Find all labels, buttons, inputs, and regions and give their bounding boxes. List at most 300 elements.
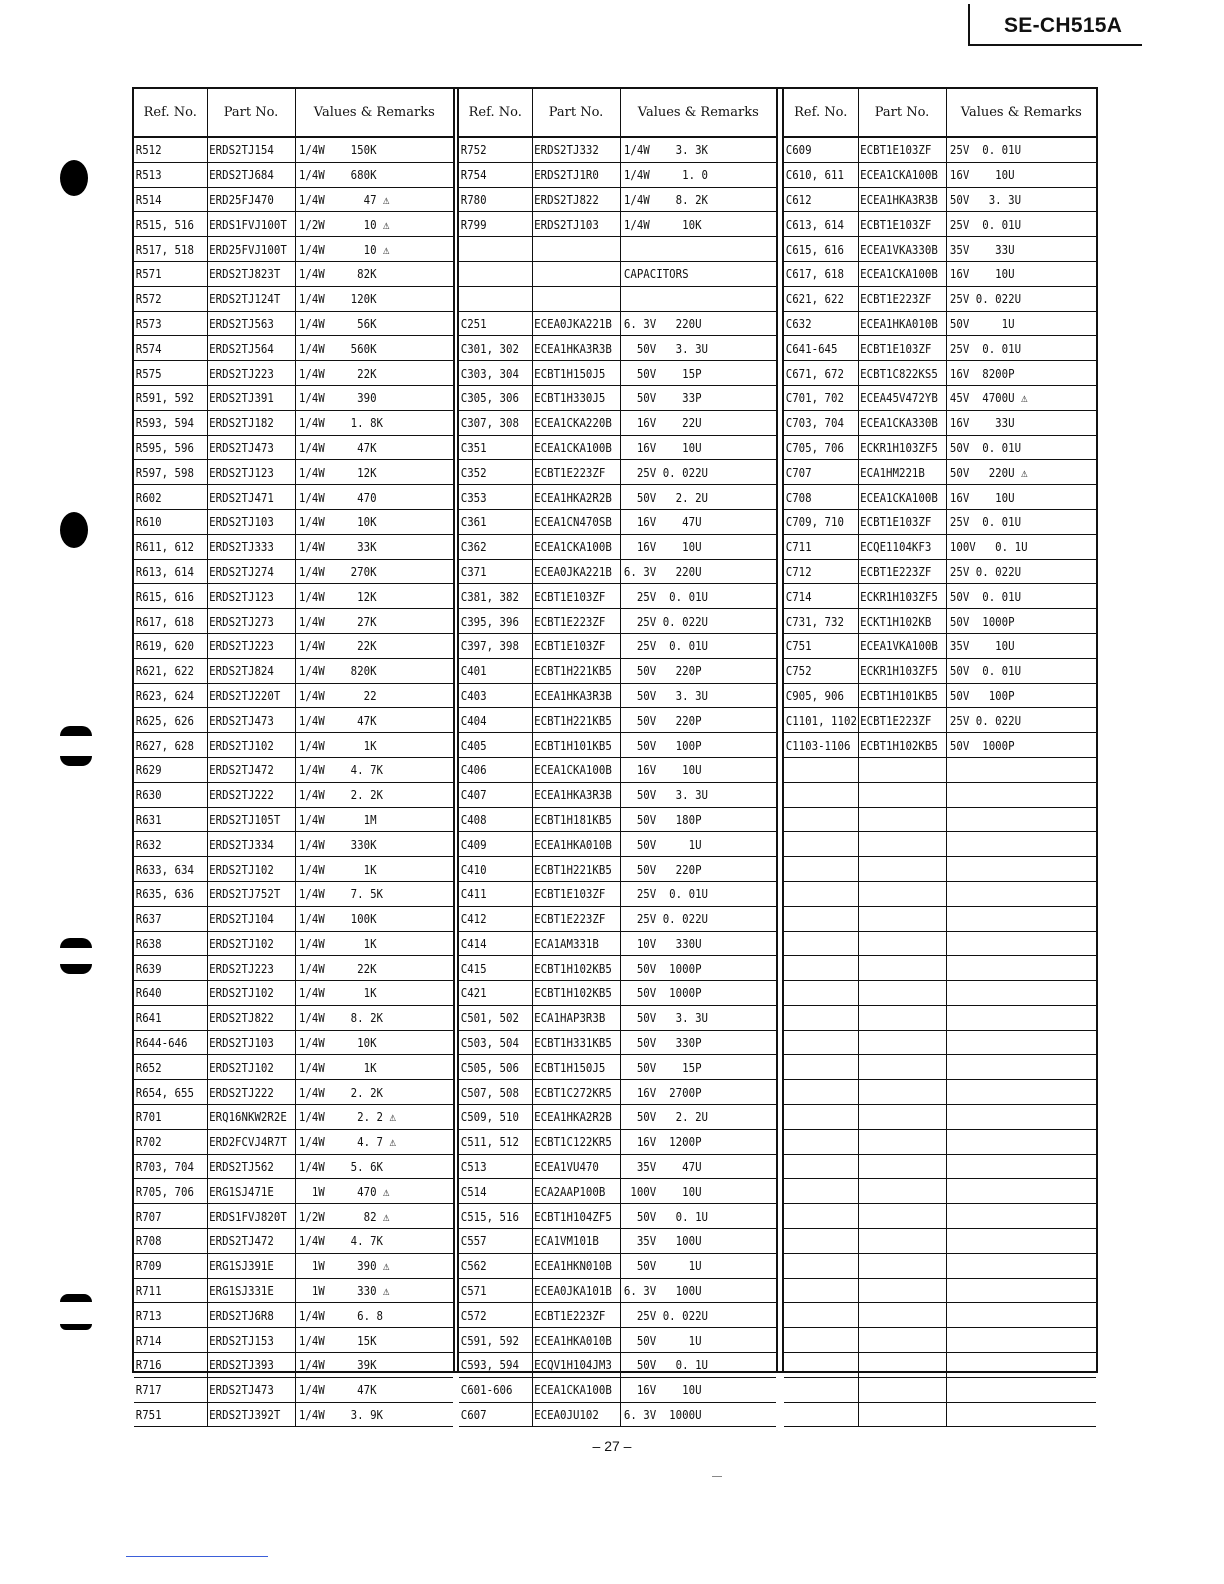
ref-no-cell [784, 1055, 848, 1080]
table-row [459, 584, 776, 609]
values-cell: 6. 3V 1000U [620, 1402, 754, 1427]
ref-no-cell: R780 [459, 187, 522, 212]
values-cell [946, 1402, 1075, 1427]
part-no-cell [858, 757, 934, 782]
part-no-cell: ERDS2TJ102 [207, 931, 283, 956]
values-cell [946, 981, 1075, 1006]
part-no-cell [858, 782, 934, 807]
ref-no-cell: R654, 655 [134, 1080, 197, 1105]
part-no-cell: ECBT1C122KR5 [532, 1129, 608, 1154]
ref-no-cell: R513 [134, 162, 197, 187]
part-no-cell: ECBT1H150J5 [532, 361, 608, 386]
part-no-cell: ECBT1H181KB5 [532, 807, 608, 832]
ref-no-cell: C352 [459, 460, 522, 485]
values-cell: 1/4W 3. 3K [620, 137, 754, 162]
part-no-cell: ERDS2TJ223 [207, 633, 283, 658]
ref-no-cell: R641 [134, 1005, 197, 1030]
ref-no-cell: C513 [459, 1154, 522, 1179]
part-no-cell: ECEA1HKA010B [858, 311, 934, 336]
table-row [459, 1105, 776, 1130]
values-cell: 1/4W 8. 2K [295, 1005, 431, 1030]
values-cell: 1/4W 270K [295, 559, 431, 584]
table-row [134, 1129, 453, 1154]
part-no-cell: ERDS1FVJ820T [207, 1204, 283, 1229]
part-no-cell: ERDS2TJ102 [207, 733, 283, 758]
table-row [784, 1328, 1096, 1353]
part-no-cell: ERDS2TJ822 [532, 187, 608, 212]
part-no-cell: ECEA0JU102 [532, 1402, 608, 1427]
part-no-cell: ERDS2TJ273 [207, 609, 283, 634]
ref-no-cell: C703, 704 [784, 410, 848, 435]
part-no-cell: ERDS2TJ472 [207, 757, 283, 782]
table-row [134, 1030, 453, 1055]
part-no-cell: ECBT1E103ZF [858, 137, 934, 162]
ref-no-cell: R633, 634 [134, 857, 197, 882]
table-row [784, 336, 1096, 361]
part-no-cell: ECBT1E223ZF [532, 1303, 608, 1328]
part-no-cell: ECEA1CKA100B [532, 435, 608, 460]
table-row [134, 683, 453, 708]
part-no-cell: ERDS2TJ123 [207, 584, 283, 609]
table-row [784, 956, 1096, 981]
table-row [784, 361, 1096, 386]
header-part-no: Part No. [207, 89, 295, 137]
values-cell [946, 1303, 1075, 1328]
table-row [134, 1303, 453, 1328]
table-row [459, 1377, 776, 1402]
ref-no-cell: C515, 516 [459, 1204, 522, 1229]
ref-no-cell [784, 906, 848, 931]
part-no-cell: ECEA0JKA101B [532, 1278, 608, 1303]
ref-no-cell: C395, 396 [459, 609, 522, 634]
table-row [459, 559, 776, 584]
parts-column-3 [782, 89, 1096, 1371]
values-cell: 1/4W 390 [295, 385, 431, 410]
values-cell: 1/4W 1M [295, 807, 431, 832]
table-row [134, 1080, 453, 1105]
values-cell [946, 881, 1075, 906]
values-cell [620, 286, 754, 311]
ref-no-cell: R709 [134, 1253, 197, 1278]
part-no-cell: ECEA1CKA220B [532, 410, 608, 435]
part-no-cell: ECEA1CKA100B [858, 485, 934, 510]
table-row [134, 708, 453, 733]
table-row [784, 1377, 1096, 1402]
part-no-cell [858, 1229, 934, 1254]
values-cell: 1/4W 56K [295, 311, 431, 336]
values-cell: 100V 10U [620, 1179, 754, 1204]
values-cell: 50V 0. 01U [946, 658, 1075, 683]
ref-no-cell: C404 [459, 708, 522, 733]
part-no-cell: ECBT1E223ZF [858, 286, 934, 311]
ref-no-cell: R593, 594 [134, 410, 197, 435]
header-values-remarks: Values & Remarks [946, 89, 1096, 137]
table-row [459, 1204, 776, 1229]
values-cell [946, 931, 1075, 956]
ref-no-cell: C509, 510 [459, 1105, 522, 1130]
table-row [784, 1105, 1096, 1130]
ref-no-cell: C410 [459, 857, 522, 882]
table-row [134, 460, 453, 485]
table-row [459, 981, 776, 1006]
table-row [784, 261, 1096, 286]
values-cell: 25V 0. 022U [946, 286, 1075, 311]
part-no-cell: ECBT1H102KB5 [858, 733, 934, 758]
part-no-cell: ERG1SJ391E [207, 1253, 283, 1278]
ref-no-cell: R635, 636 [134, 881, 197, 906]
part-no-cell: ECBT1E103ZF [532, 584, 608, 609]
values-cell: 1/4W 1. 0 [620, 162, 754, 187]
values-cell [946, 782, 1075, 807]
table-row [459, 1129, 776, 1154]
ref-no-cell: C405 [459, 733, 522, 758]
values-cell: 50V 1000P [946, 733, 1075, 758]
part-no-cell: ERDS2TJ123 [207, 460, 283, 485]
values-cell: 50V 1U [620, 1253, 754, 1278]
part-no-cell: ECBT1H102KB5 [532, 956, 608, 981]
part-no-cell: ECEA1HKA3R3B [532, 336, 608, 361]
part-no-cell: ERDS2TJ391 [207, 385, 283, 410]
ref-no-cell [784, 1154, 848, 1179]
ref-no-cell: R515, 516 [134, 212, 197, 237]
ref-no-cell: R619, 620 [134, 633, 197, 658]
values-cell: 25V 0. 01U [946, 509, 1075, 534]
ref-no-cell [784, 1179, 848, 1204]
ref-no-cell [784, 1278, 848, 1303]
table-row [459, 633, 776, 658]
ref-no-cell [784, 1303, 848, 1328]
table-row [134, 1328, 453, 1353]
part-no-cell: ECA2AAP100B [532, 1179, 608, 1204]
header-ref-no: Ref. No. [784, 89, 858, 137]
model-title: SE-CH515A [1004, 14, 1123, 37]
values-cell: 1/2W 10 ⚠ [295, 212, 431, 237]
table-row [784, 658, 1096, 683]
header-part-no: Part No. [858, 89, 946, 137]
values-cell: 50V 2. 2U [620, 1105, 754, 1130]
table-row [784, 757, 1096, 782]
values-cell: 1W 390 ⚠ [295, 1253, 431, 1278]
table-row [459, 881, 776, 906]
table-row [784, 906, 1096, 931]
ref-no-cell: C621, 622 [784, 286, 848, 311]
ref-no-cell: C709, 710 [784, 509, 848, 534]
part-no-cell: ECEA1HKN010B [532, 1253, 608, 1278]
ref-no-cell: C361 [459, 509, 522, 534]
part-no-cell: ECKT1H102KB [858, 609, 934, 634]
values-cell [946, 906, 1075, 931]
table-row [134, 881, 453, 906]
values-cell [946, 1105, 1075, 1130]
table-row [459, 658, 776, 683]
part-no-cell [532, 261, 608, 286]
punch-hole [60, 726, 92, 736]
part-no-cell: ECBT1H101KB5 [858, 683, 934, 708]
table-row [784, 460, 1096, 485]
values-cell: 100V 0. 1U [946, 534, 1075, 559]
part-no-cell: ERDS2TJ222 [207, 782, 283, 807]
ref-no-cell: R713 [134, 1303, 197, 1328]
part-no-cell: ECA1VM101B [532, 1229, 608, 1254]
values-cell: 25V 0. 01U [620, 584, 754, 609]
ref-no-cell: R751 [134, 1402, 197, 1427]
ref-no-cell: C632 [784, 311, 848, 336]
table-row [134, 609, 453, 634]
values-cell: 1/4W 2. 2K [295, 782, 431, 807]
values-cell: 1/4W 27K [295, 609, 431, 634]
ref-no-cell: R625, 626 [134, 708, 197, 733]
ref-no-cell [784, 857, 848, 882]
ref-no-cell [784, 1377, 848, 1402]
values-cell: 1/4W 120K [295, 286, 431, 311]
values-cell [946, 1080, 1075, 1105]
part-no-cell: ECBT1E103ZF [532, 633, 608, 658]
ref-no-cell: C505, 506 [459, 1055, 522, 1080]
part-no-cell: ERDS2TJ562 [207, 1154, 283, 1179]
table-row [459, 162, 776, 187]
ref-no-cell: R714 [134, 1328, 197, 1353]
ref-no-cell: C609 [784, 137, 848, 162]
table-row [784, 1129, 1096, 1154]
header-ref-no: Ref. No. [134, 89, 207, 137]
part-no-cell [858, 931, 934, 956]
table-row [459, 807, 776, 832]
punch-hole [60, 756, 92, 766]
values-cell [946, 1253, 1075, 1278]
values-cell: 50V 1U [620, 1328, 754, 1353]
values-cell: 50V 3. 3U [620, 336, 754, 361]
table-row [134, 237, 453, 262]
part-no-cell: ECBT1H150J5 [532, 1055, 608, 1080]
part-no-cell: ERDS2TJ102 [207, 1055, 283, 1080]
part-no-cell: ECQV1H104JM3 [532, 1353, 608, 1378]
ref-no-cell: C251 [459, 311, 522, 336]
ref-no-cell: C501, 502 [459, 1005, 522, 1030]
values-cell: 50V 220U ⚠ [946, 460, 1075, 485]
part-no-cell: ECBT1C822KS5 [858, 361, 934, 386]
part-no-cell: ECBT1H102KB5 [532, 981, 608, 1006]
values-cell: 16V 10U [620, 435, 754, 460]
table-row [784, 1229, 1096, 1254]
values-cell: 16V 10U [620, 757, 754, 782]
values-cell [620, 237, 754, 262]
part-no-cell [858, 832, 934, 857]
part-no-cell [858, 807, 934, 832]
ref-no-cell: C409 [459, 832, 522, 857]
model-header [968, 4, 1142, 46]
values-cell: 1/4W 2. 2K [295, 1080, 431, 1105]
ref-no-cell [784, 1253, 848, 1278]
table-row [134, 906, 453, 931]
values-cell: 1/4W 1K [295, 857, 431, 882]
part-no-cell: ECBT1E103ZF [858, 212, 934, 237]
ref-no-cell: R707 [134, 1204, 197, 1229]
part-no-cell: ERDS2TJ103 [532, 212, 608, 237]
ref-no-cell: C701, 702 [784, 385, 848, 410]
table-row [784, 137, 1096, 162]
table-row [459, 1353, 776, 1378]
values-cell: 6. 3V 220U [620, 559, 754, 584]
part-no-cell: ERG1SJ471E [207, 1179, 283, 1204]
parts-column-2 [457, 89, 778, 1423]
ref-no-cell: R512 [134, 137, 197, 162]
values-cell: 25V 0. 022U [620, 460, 754, 485]
values-cell: 1/4W 10K [295, 1030, 431, 1055]
part-no-cell: ERDS2TJ333 [207, 534, 283, 559]
header-values-remarks: Values & Remarks [620, 89, 776, 137]
values-cell: 25V 0. 022U [620, 906, 754, 931]
values-cell: 1/4W 47 ⚠ [295, 187, 431, 212]
table-row [784, 1005, 1096, 1030]
values-cell: 1/4W 1. 8K [295, 410, 431, 435]
ref-no-cell: C503, 504 [459, 1030, 522, 1055]
part-no-cell: ERDS2TJ103 [207, 1030, 283, 1055]
values-cell: 50V 100P [946, 683, 1075, 708]
ref-no-cell: R639 [134, 956, 197, 981]
part-no-cell: ECEA1CKA100B [532, 757, 608, 782]
values-cell: 1/4W 47K [295, 1377, 431, 1402]
ref-no-cell: R617, 618 [134, 609, 197, 634]
part-no-cell: ECEA1HKA2R2B [532, 1105, 608, 1130]
ref-no-cell: R799 [459, 212, 522, 237]
table-row [459, 857, 776, 882]
ref-no-cell: C572 [459, 1303, 522, 1328]
ref-no-cell: C1101, 1102 [784, 708, 848, 733]
table-row [134, 509, 453, 534]
values-cell [946, 1154, 1075, 1179]
table-row [459, 757, 776, 782]
table-row [134, 261, 453, 286]
ref-no-cell: C557 [459, 1229, 522, 1254]
ref-no-cell: C511, 512 [459, 1129, 522, 1154]
part-no-cell: ECEA1CKA100B [532, 534, 608, 559]
values-cell: 50V 0. 1U [620, 1353, 754, 1378]
ref-no-cell: C731, 732 [784, 609, 848, 634]
values-cell: 50V 33P [620, 385, 754, 410]
part-no-cell: ECBT1E223ZF [532, 460, 608, 485]
part-no-cell: ERDS2TJ752T [207, 881, 283, 906]
table-row [134, 485, 453, 510]
part-no-cell [858, 1204, 934, 1229]
part-no-cell: ERD25FVJ100T [207, 237, 283, 262]
ref-no-cell: C301, 302 [459, 336, 522, 361]
values-cell: 1/4W 47K [295, 435, 431, 460]
part-no-cell: ERDS2TJ105T [207, 807, 283, 832]
values-cell: 1/4W 39K [295, 1353, 431, 1378]
part-no-cell: ECA1HAP3R3B [532, 1005, 608, 1030]
values-cell: 25V 0. 01U [620, 881, 754, 906]
values-cell: 35V 47U [620, 1154, 754, 1179]
values-cell: 1/4W 4. 7K [295, 757, 431, 782]
ref-no-cell: C507, 508 [459, 1080, 522, 1105]
parts-list-table [132, 87, 1098, 1423]
part-no-cell: ERG1SJ331E [207, 1278, 283, 1303]
part-no-cell: ERDS2TJ102 [207, 857, 283, 882]
part-no-cell: ERDS2TJ332 [532, 137, 608, 162]
parts-column-1 [134, 89, 455, 1423]
values-cell: 50V 220P [620, 658, 754, 683]
table-row [134, 1179, 453, 1204]
part-no-cell [858, 1328, 934, 1353]
ref-no-cell: R640 [134, 981, 197, 1006]
ref-no-cell: C351 [459, 435, 522, 460]
part-no-cell [858, 1179, 934, 1204]
table-row [784, 410, 1096, 435]
values-cell: 50V 0. 01U [946, 435, 1075, 460]
table-row [134, 435, 453, 460]
part-no-cell: ECEA0JKA221B [532, 311, 608, 336]
table-row [784, 485, 1096, 510]
ref-no-cell: R597, 598 [134, 460, 197, 485]
values-cell: 1/4W 47K [295, 708, 431, 733]
table-row [784, 931, 1096, 956]
values-cell [946, 757, 1075, 782]
table-row [784, 807, 1096, 832]
values-cell: 1/4W 820K [295, 658, 431, 683]
part-no-cell: ERDS2TJ102 [207, 981, 283, 1006]
table-row [784, 1303, 1096, 1328]
table-row [784, 981, 1096, 1006]
values-cell: 25V 0. 01U [620, 633, 754, 658]
ref-no-cell: R717 [134, 1377, 197, 1402]
table-row [784, 1402, 1096, 1427]
part-no-cell: ERDS2TJ104 [207, 906, 283, 931]
header-values-remarks: Values & Remarks [295, 89, 453, 137]
table-row [784, 1204, 1096, 1229]
part-no-cell: ERDS2TJ473 [207, 1377, 283, 1402]
table-row [134, 1402, 453, 1427]
table-row [459, 956, 776, 981]
values-cell: 16V 22U [620, 410, 754, 435]
part-no-cell: ECBT1E223ZF [532, 609, 608, 634]
table-row [459, 460, 776, 485]
ref-no-cell: R627, 628 [134, 733, 197, 758]
ref-no-cell: C615, 616 [784, 237, 848, 262]
ref-no-cell: C401 [459, 658, 522, 683]
table-row [784, 162, 1096, 187]
table-row [784, 435, 1096, 460]
table-row [784, 832, 1096, 857]
values-cell: 1/4W 3. 9K [295, 1402, 431, 1427]
table-row [784, 212, 1096, 237]
part-no-cell: ECEA1HKA3R3B [532, 782, 608, 807]
table-row [459, 931, 776, 956]
ref-no-cell: R631 [134, 807, 197, 832]
ref-no-cell: R591, 592 [134, 385, 197, 410]
part-no-cell [858, 956, 934, 981]
values-cell: 35V 10U [946, 633, 1075, 658]
ref-no-cell [784, 1129, 848, 1154]
values-cell: 45V 4700U ⚠ [946, 385, 1075, 410]
part-no-cell: ERDS2TJ124T [207, 286, 283, 311]
values-cell: 16V 47U [620, 509, 754, 534]
table-row [784, 584, 1096, 609]
values-cell: 25V 0. 022U [620, 1303, 754, 1328]
ref-no-cell: R613, 614 [134, 559, 197, 584]
part-no-cell: ECBT1E103ZF [858, 336, 934, 361]
part-no-cell [858, 1154, 934, 1179]
ref-no-cell: C362 [459, 534, 522, 559]
table-row [459, 782, 776, 807]
values-cell: 16V 1200P [620, 1129, 754, 1154]
ref-no-cell: C414 [459, 931, 522, 956]
part-no-cell: ECA1HM221B [858, 460, 934, 485]
ref-no-cell: C671, 672 [784, 361, 848, 386]
table-row [134, 658, 453, 683]
table-row [459, 906, 776, 931]
table-row [459, 1080, 776, 1105]
ref-no-cell: R708 [134, 1229, 197, 1254]
